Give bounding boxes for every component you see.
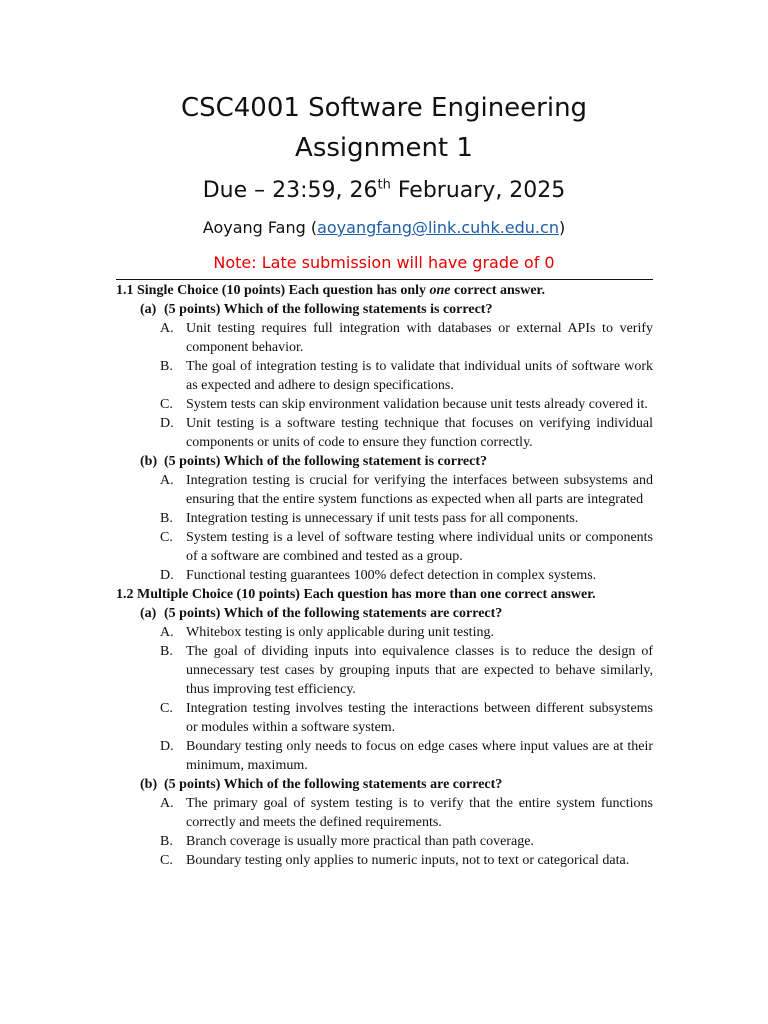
horizontal-rule bbox=[116, 279, 653, 280]
due-suffix: February, 2025 bbox=[390, 178, 566, 203]
question-1-1-a bbox=[140, 300, 653, 319]
option-text: Unit testing is a software testing technique that focuses on verifying individual components or units of code to ensure they function correctly. bbox=[186, 416, 653, 450]
option-1-1-b-D bbox=[160, 566, 653, 585]
option-text: Integration testing is crucial for verifying the interfaces between subsystems and ensuring that the entire system functions as expected when all parts are integrated bbox=[186, 473, 653, 507]
option-letter: B. bbox=[160, 644, 173, 659]
option-text: System testing is a level of software testing where individual units or components of a software are combined and tested as a group. bbox=[186, 530, 653, 564]
option-text: The primary goal of system testing is to verify that the entire system functions correctly and meets the defined requirements. bbox=[186, 796, 653, 830]
assignment-title: Assignment 1 bbox=[295, 133, 473, 163]
option-text: Boundary testing only applies to numeric inputs, not to text or categorical data. bbox=[186, 853, 630, 868]
option-letter: C. bbox=[160, 530, 173, 545]
question-text: (5 points) Which of the following statement is correct? bbox=[164, 454, 487, 469]
due-date bbox=[0, 174, 768, 208]
due-prefix: Due – 23:59, 26 bbox=[202, 178, 378, 203]
option-letter: A. bbox=[160, 321, 174, 336]
option-text: Branch coverage is usually more practical than path coverage. bbox=[186, 834, 534, 849]
question-label: (a) bbox=[140, 606, 157, 621]
author-email-link[interactable]: aoyangfang@link.cuhk.edu.cn bbox=[317, 218, 559, 237]
questions-body bbox=[116, 281, 653, 870]
option-text: Whitebox testing is only applicable during unit testing. bbox=[186, 625, 494, 640]
option-text: The goal of integration testing is to validate that individual units of software work as expected and adhere to design specifications. bbox=[186, 359, 653, 393]
option-letter: D. bbox=[160, 416, 174, 431]
option-1-1-b-A bbox=[160, 471, 653, 509]
author-line bbox=[0, 216, 768, 240]
option-text: Boundary testing only needs to focus on edge cases where input values are at their minimum, maximum. bbox=[186, 739, 653, 773]
option-text: Integration testing is unnecessary if unit tests pass for all components. bbox=[186, 511, 579, 526]
question-label: (b) bbox=[140, 777, 158, 792]
option-text: Integration testing involves testing the interactions between different subsystems or modules within a software system. bbox=[186, 701, 653, 735]
option-letter: B. bbox=[160, 359, 173, 374]
question-1-2-b bbox=[140, 775, 653, 794]
question-text: (5 points) Which of the following statements are correct? bbox=[164, 606, 503, 621]
option-letter: D. bbox=[160, 739, 174, 754]
option-letter: C. bbox=[160, 853, 173, 868]
question-text: (5 points) Which of the following statements are correct? bbox=[164, 777, 503, 792]
option-1-2-b-C bbox=[160, 851, 653, 870]
question-label: (a) bbox=[140, 302, 157, 317]
section-heading-suffix: correct answer. bbox=[450, 283, 545, 298]
option-letter: A. bbox=[160, 473, 174, 488]
option-letter: C. bbox=[160, 701, 173, 716]
option-letter: B. bbox=[160, 834, 173, 849]
option-1-2-b-A bbox=[160, 794, 653, 832]
option-text: System tests can skip environment validation because unit tests already covered it. bbox=[186, 397, 648, 412]
option-1-2-b-B bbox=[160, 832, 653, 851]
option-text: Unit testing requires full integration with databases or external APIs to verify component behavior. bbox=[186, 321, 653, 355]
option-letter: D. bbox=[160, 568, 174, 583]
option-text: Functional testing guarantees 100% defect detection in complex systems. bbox=[186, 568, 597, 583]
section-heading-multiple-choice: 1.2 Multiple Choice (10 points) Each question has more than one correct answer. bbox=[116, 587, 596, 602]
late-submission-note: Note: Late submission will have grade of 0 bbox=[213, 253, 555, 272]
course-title: CSC4001 Software Engineering bbox=[180, 93, 588, 123]
option-text: The goal of dividing inputs into equivalence classes is to reduce the design of unnecessary test cases by grouping inputs that are expected to behave similarly, thus improving test efficiency. bbox=[186, 644, 653, 697]
section-heading-emphasis: one bbox=[429, 283, 451, 298]
option-1-1-a-A bbox=[160, 319, 653, 357]
option-1-1-a-B bbox=[160, 357, 653, 395]
question-text: (5 points) Which of the following statements is correct? bbox=[164, 302, 493, 317]
option-1-2-a-A bbox=[160, 623, 653, 642]
author-name: Aoyang Fang ( bbox=[202, 218, 318, 237]
option-1-2-a-D bbox=[160, 737, 653, 775]
option-1-2-a-B bbox=[160, 642, 653, 699]
section-heading-single-choice bbox=[116, 281, 653, 300]
option-letter: A. bbox=[160, 796, 174, 811]
due-superscript: th bbox=[377, 177, 391, 193]
option-1-1-b-C bbox=[160, 528, 653, 566]
document-header bbox=[0, 88, 768, 275]
question-label: (b) bbox=[140, 454, 158, 469]
option-letter: A. bbox=[160, 625, 174, 640]
option-1-2-a-C bbox=[160, 699, 653, 737]
section-heading-prefix: 1.1 Single Choice (10 points) Each question has only bbox=[116, 283, 430, 298]
author-close: ) bbox=[558, 218, 566, 237]
option-1-1-b-B bbox=[160, 509, 653, 528]
option-letter: C. bbox=[160, 397, 173, 412]
question-1-2-a bbox=[140, 604, 653, 623]
option-letter: B. bbox=[160, 511, 173, 526]
option-1-1-a-D bbox=[160, 414, 653, 452]
question-1-1-b bbox=[140, 452, 653, 471]
option-1-1-a-C bbox=[160, 395, 653, 414]
